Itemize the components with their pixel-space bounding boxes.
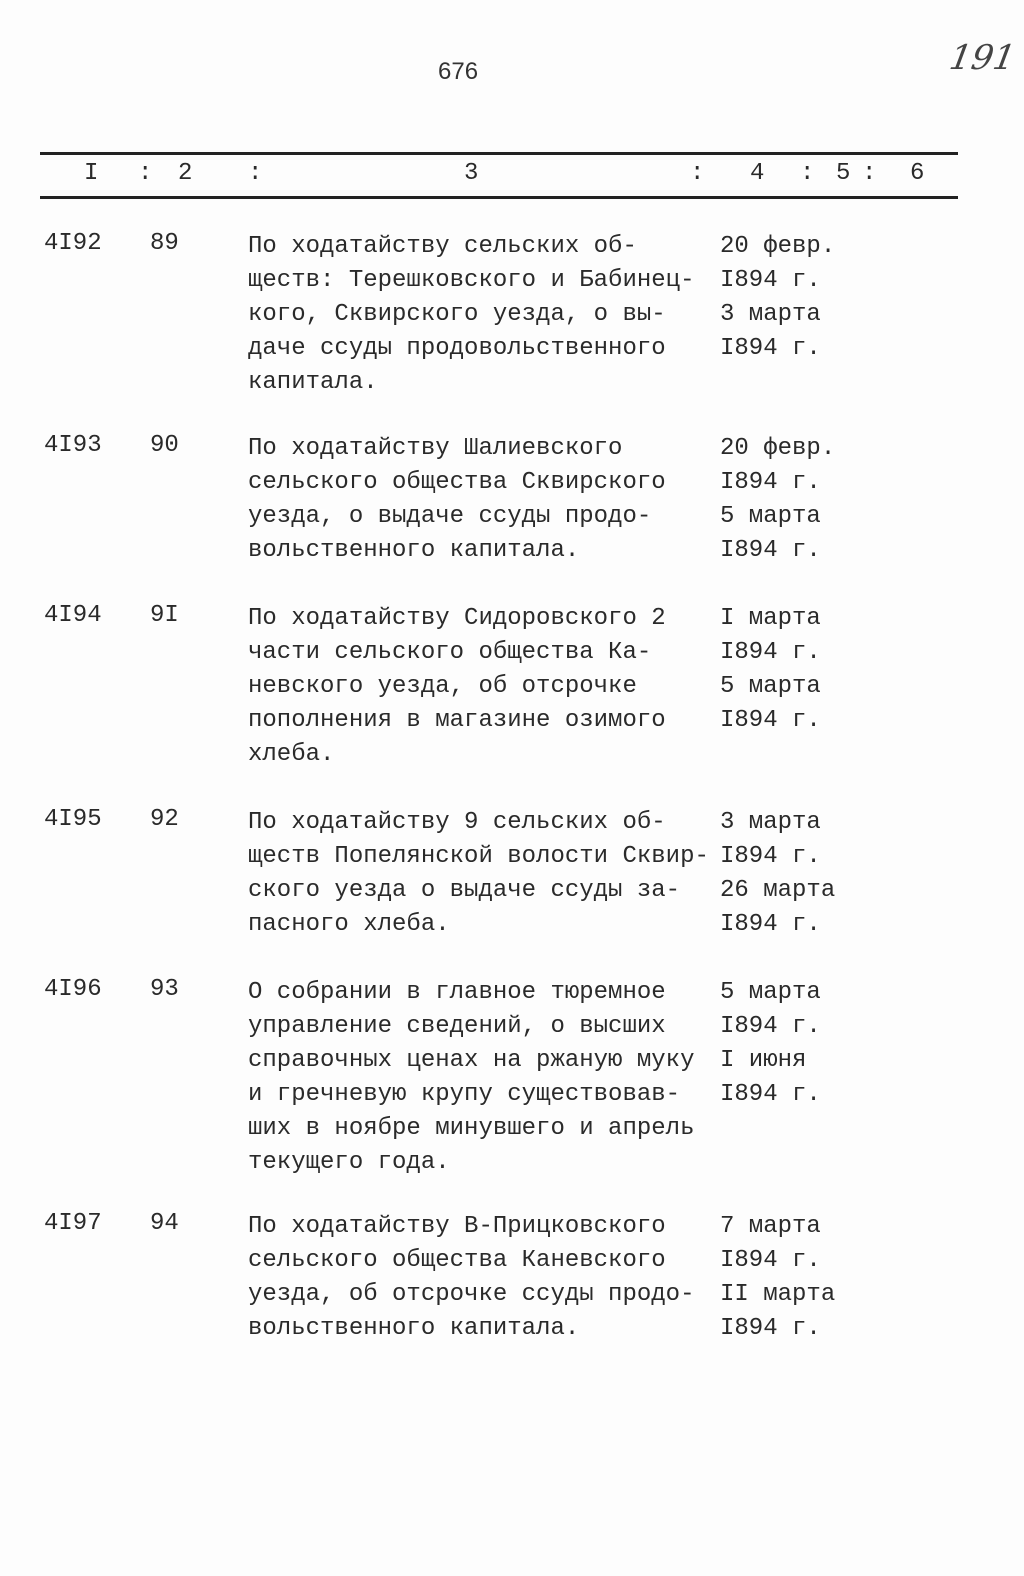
title-line: ществ: Терешковского и Бабинец-	[248, 267, 695, 294]
title-line: пасного хлеба.	[248, 911, 450, 938]
case-dates	[720, 230, 835, 366]
date-line: I июня	[720, 1047, 807, 1074]
header-top-rule	[40, 152, 958, 155]
case-title	[248, 1210, 694, 1346]
header-sep: :	[138, 160, 153, 187]
date-line: I894 г.	[720, 1315, 821, 1342]
title-line: вольственного капитала.	[248, 537, 580, 564]
case-title	[248, 432, 666, 568]
title-line: уезда, о выдаче ссуды продо-	[248, 503, 652, 530]
title-line: По ходатайству В-Прицковского	[248, 1213, 666, 1240]
header-col-6: 6	[910, 160, 925, 187]
title-line: По ходатайству Шалиевского	[248, 435, 623, 462]
title-line: справочных ценах на ржаную муку	[248, 1047, 695, 1074]
item-number: 93	[150, 976, 179, 1003]
title-line: даче ссуды продовольственного	[248, 335, 666, 362]
date-line: 20 февр.	[720, 233, 836, 260]
title-line: По ходатайству сельских об-	[248, 233, 637, 260]
header-col-2: 2	[178, 160, 193, 187]
title-line: ществ Попелянской волости Сквир-	[248, 843, 709, 870]
date-line: I894 г.	[720, 537, 821, 564]
date-line: I марта	[720, 605, 821, 632]
date-line: 5 марта	[720, 673, 821, 700]
case-dates	[720, 1210, 835, 1346]
title-line: уезда, об отсрочке ссуды продо-	[248, 1281, 695, 1308]
case-dates	[720, 432, 835, 568]
date-line: I894 г.	[720, 911, 821, 938]
title-line: ших в ноябре минувшего и апрель	[248, 1115, 695, 1142]
title-line: хлеба.	[248, 741, 335, 768]
header-bottom-rule	[40, 196, 958, 199]
title-line: пополнения в магазине озимого	[248, 707, 666, 734]
item-number: 94	[150, 1210, 179, 1237]
header-sep: :	[248, 160, 263, 187]
case-dates	[720, 976, 821, 1112]
title-line: капитала.	[248, 369, 378, 396]
date-line: 5 марта	[720, 503, 821, 530]
header-sep: :	[862, 160, 877, 187]
header-sep: :	[690, 160, 705, 187]
title-line: О собрании в главное тюремное	[248, 979, 666, 1006]
header-col-4: 4	[750, 160, 765, 187]
item-number: 9I	[150, 602, 179, 629]
date-line: I894 г.	[720, 469, 821, 496]
date-line: I894 г.	[720, 267, 821, 294]
date-line: 3 марта	[720, 301, 821, 328]
title-line: и гречневую крупу существовав-	[248, 1081, 681, 1108]
header-sep: :	[800, 160, 815, 187]
item-number: 92	[150, 806, 179, 833]
case-number: 4I95	[44, 806, 102, 833]
header-col-3: 3	[464, 160, 479, 187]
case-number: 4I94	[44, 602, 102, 629]
case-title	[248, 602, 666, 772]
date-line: II марта	[720, 1281, 836, 1308]
handwritten-archive-number: 191	[946, 38, 1019, 78]
date-line: I894 г.	[720, 1013, 821, 1040]
title-line: вольственного капитала.	[248, 1315, 580, 1342]
date-line: I894 г.	[720, 843, 821, 870]
date-line: 20 февр.	[720, 435, 836, 462]
title-line: ского уезда о выдаче ссуды за-	[248, 877, 681, 904]
case-number: 4I96	[44, 976, 102, 1003]
date-line: I894 г.	[720, 1247, 821, 1274]
case-dates	[720, 806, 835, 942]
date-line: I894 г.	[720, 335, 821, 362]
title-line: По ходатайству 9 сельских об-	[248, 809, 666, 836]
date-line: I894 г.	[720, 1081, 821, 1108]
header-col-5: 5	[836, 160, 851, 187]
title-line: текущего года.	[248, 1149, 450, 1176]
header-col-1: I	[84, 160, 99, 187]
date-line: I894 г.	[720, 639, 821, 666]
date-line: 5 марта	[720, 979, 821, 1006]
case-dates	[720, 602, 821, 738]
date-line: I894 г.	[720, 707, 821, 734]
title-line: По ходатайству Сидоровского 2	[248, 605, 666, 632]
title-line: кого, Сквирского уезда, о вы-	[248, 301, 666, 328]
case-number: 4I93	[44, 432, 102, 459]
date-line: 7 марта	[720, 1213, 821, 1240]
case-number: 4I92	[44, 230, 102, 257]
item-number: 90	[150, 432, 179, 459]
title-line: сельского общества Каневского	[248, 1247, 666, 1274]
title-line: части сельского общества Ка-	[248, 639, 652, 666]
case-title	[248, 230, 694, 400]
item-number: 89	[150, 230, 179, 257]
case-title	[248, 976, 694, 1180]
title-line: управление сведений, о высших	[248, 1013, 666, 1040]
title-line: сельского общества Сквирского	[248, 469, 666, 496]
title-line: невского уезда, об отсрочке	[248, 673, 637, 700]
date-line: 3 марта	[720, 809, 821, 836]
case-title	[248, 806, 709, 942]
page-number: 676	[438, 58, 479, 85]
date-line: 26 марта	[720, 877, 836, 904]
case-number: 4I97	[44, 1210, 102, 1237]
